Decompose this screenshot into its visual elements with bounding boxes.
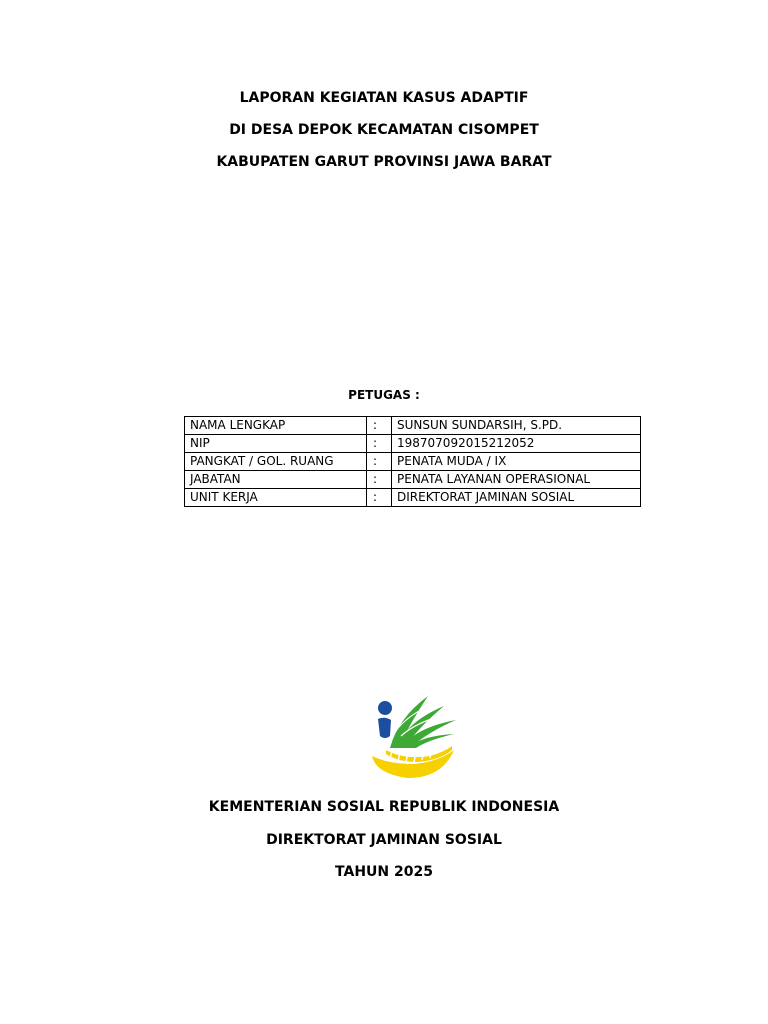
row-value: 198707092015212052: [392, 435, 641, 453]
table-row: [185, 417, 641, 435]
title-line-3: KABUPATEN GARUT PROVINSI JAWA BARAT: [216, 154, 552, 170]
footer-directorate: DIREKTORAT JAMINAN SOSIAL: [266, 832, 502, 848]
title-line-1: LAPORAN KEGIATAN KASUS ADAPTIF: [239, 90, 529, 106]
row-value: PENATA LAYANAN OPERASIONAL: [392, 471, 641, 489]
table-row: [185, 489, 641, 507]
row-label: UNIT KERJA: [185, 489, 367, 507]
title-line-2: DI DESA DEPOK KECAMATAN CISOMPET: [229, 122, 539, 138]
row-label: NIP: [185, 435, 367, 453]
kemensos-logo-icon: [368, 690, 460, 782]
row-separator: :: [367, 471, 392, 489]
officer-table: [184, 416, 641, 507]
row-label: JABATAN: [185, 471, 367, 489]
table-row: [185, 435, 641, 453]
table-row: [185, 471, 641, 489]
row-separator: :: [367, 453, 392, 471]
row-value: DIREKTORAT JAMINAN SOSIAL: [392, 489, 641, 507]
row-label: PANGKAT / GOL. RUANG: [185, 453, 367, 471]
footer-ministry: KEMENTERIAN SOSIAL REPUBLIK INDONESIA: [208, 799, 560, 815]
row-value: SUNSUN SUNDARSIH, S.PD.: [392, 417, 641, 435]
row-separator: :: [367, 435, 392, 453]
petugas-heading: PETUGAS :: [348, 388, 420, 402]
row-separator: :: [367, 489, 392, 507]
table-row: [185, 453, 641, 471]
row-label: NAMA LENGKAP: [185, 417, 367, 435]
row-value: PENATA MUDA / IX: [392, 453, 641, 471]
row-separator: :: [367, 417, 392, 435]
footer-year: TAHUN 2025: [335, 864, 433, 880]
